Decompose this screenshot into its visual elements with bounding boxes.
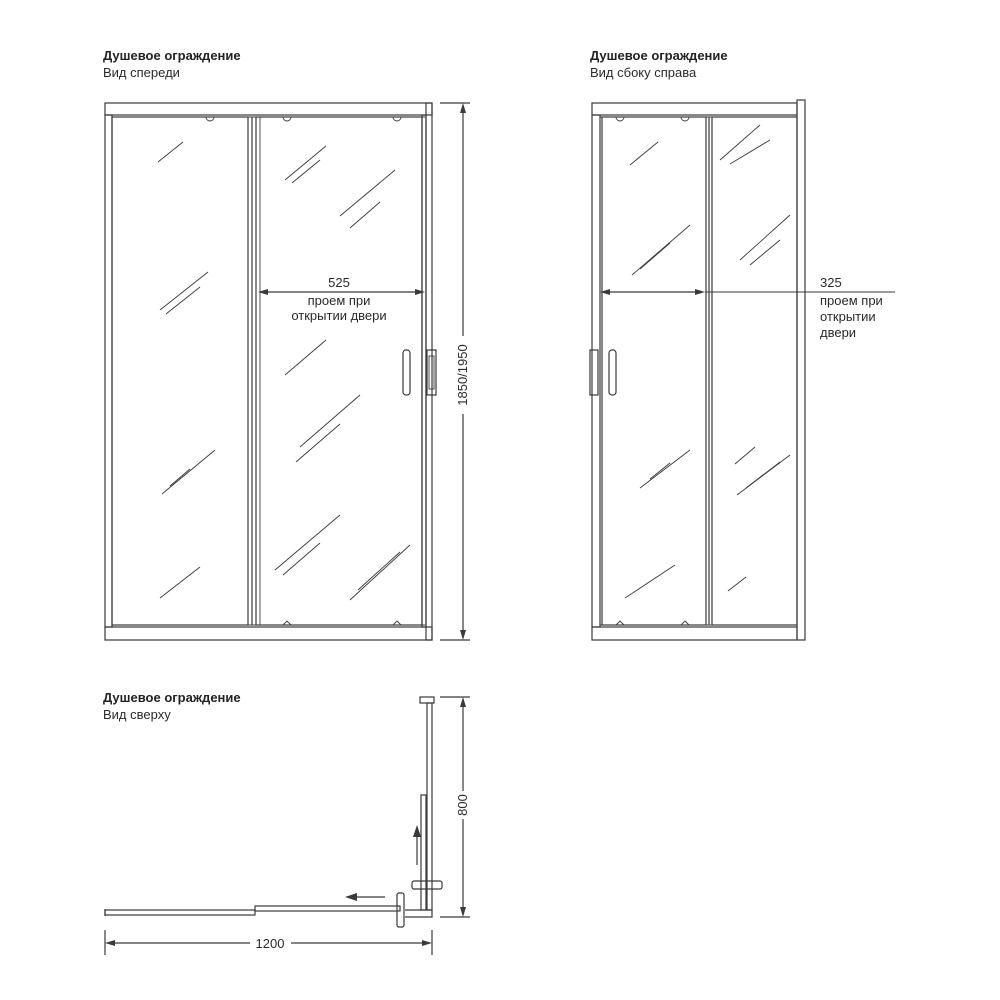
front-height-value: 1850/1950 bbox=[455, 344, 470, 406]
side-view-subtitle: Вид сбоку справа bbox=[590, 65, 697, 80]
top-depth-value: 800 bbox=[455, 794, 470, 816]
side-opening-value: 325 bbox=[820, 275, 842, 290]
top-view-subtitle: Вид сверху bbox=[103, 707, 171, 722]
top-width-value: 1200 bbox=[255, 936, 285, 951]
side-opening-label-line1: проем при bbox=[820, 293, 883, 308]
side-view-title: Душевое ограждение bbox=[590, 48, 728, 63]
front-opening-label-line1: проем при bbox=[307, 293, 371, 308]
front-opening-value: 525 bbox=[328, 275, 350, 290]
top-view-title: Душевое ограждение bbox=[103, 690, 241, 705]
side-opening-label-line3: двери bbox=[820, 325, 857, 340]
front-view-title: Душевое ограждение bbox=[103, 48, 241, 63]
front-opening-label-line2: открытии двери bbox=[291, 308, 387, 323]
front-view-subtitle: Вид спереди bbox=[103, 65, 180, 80]
side-opening-label-line2: открытии bbox=[820, 309, 876, 324]
